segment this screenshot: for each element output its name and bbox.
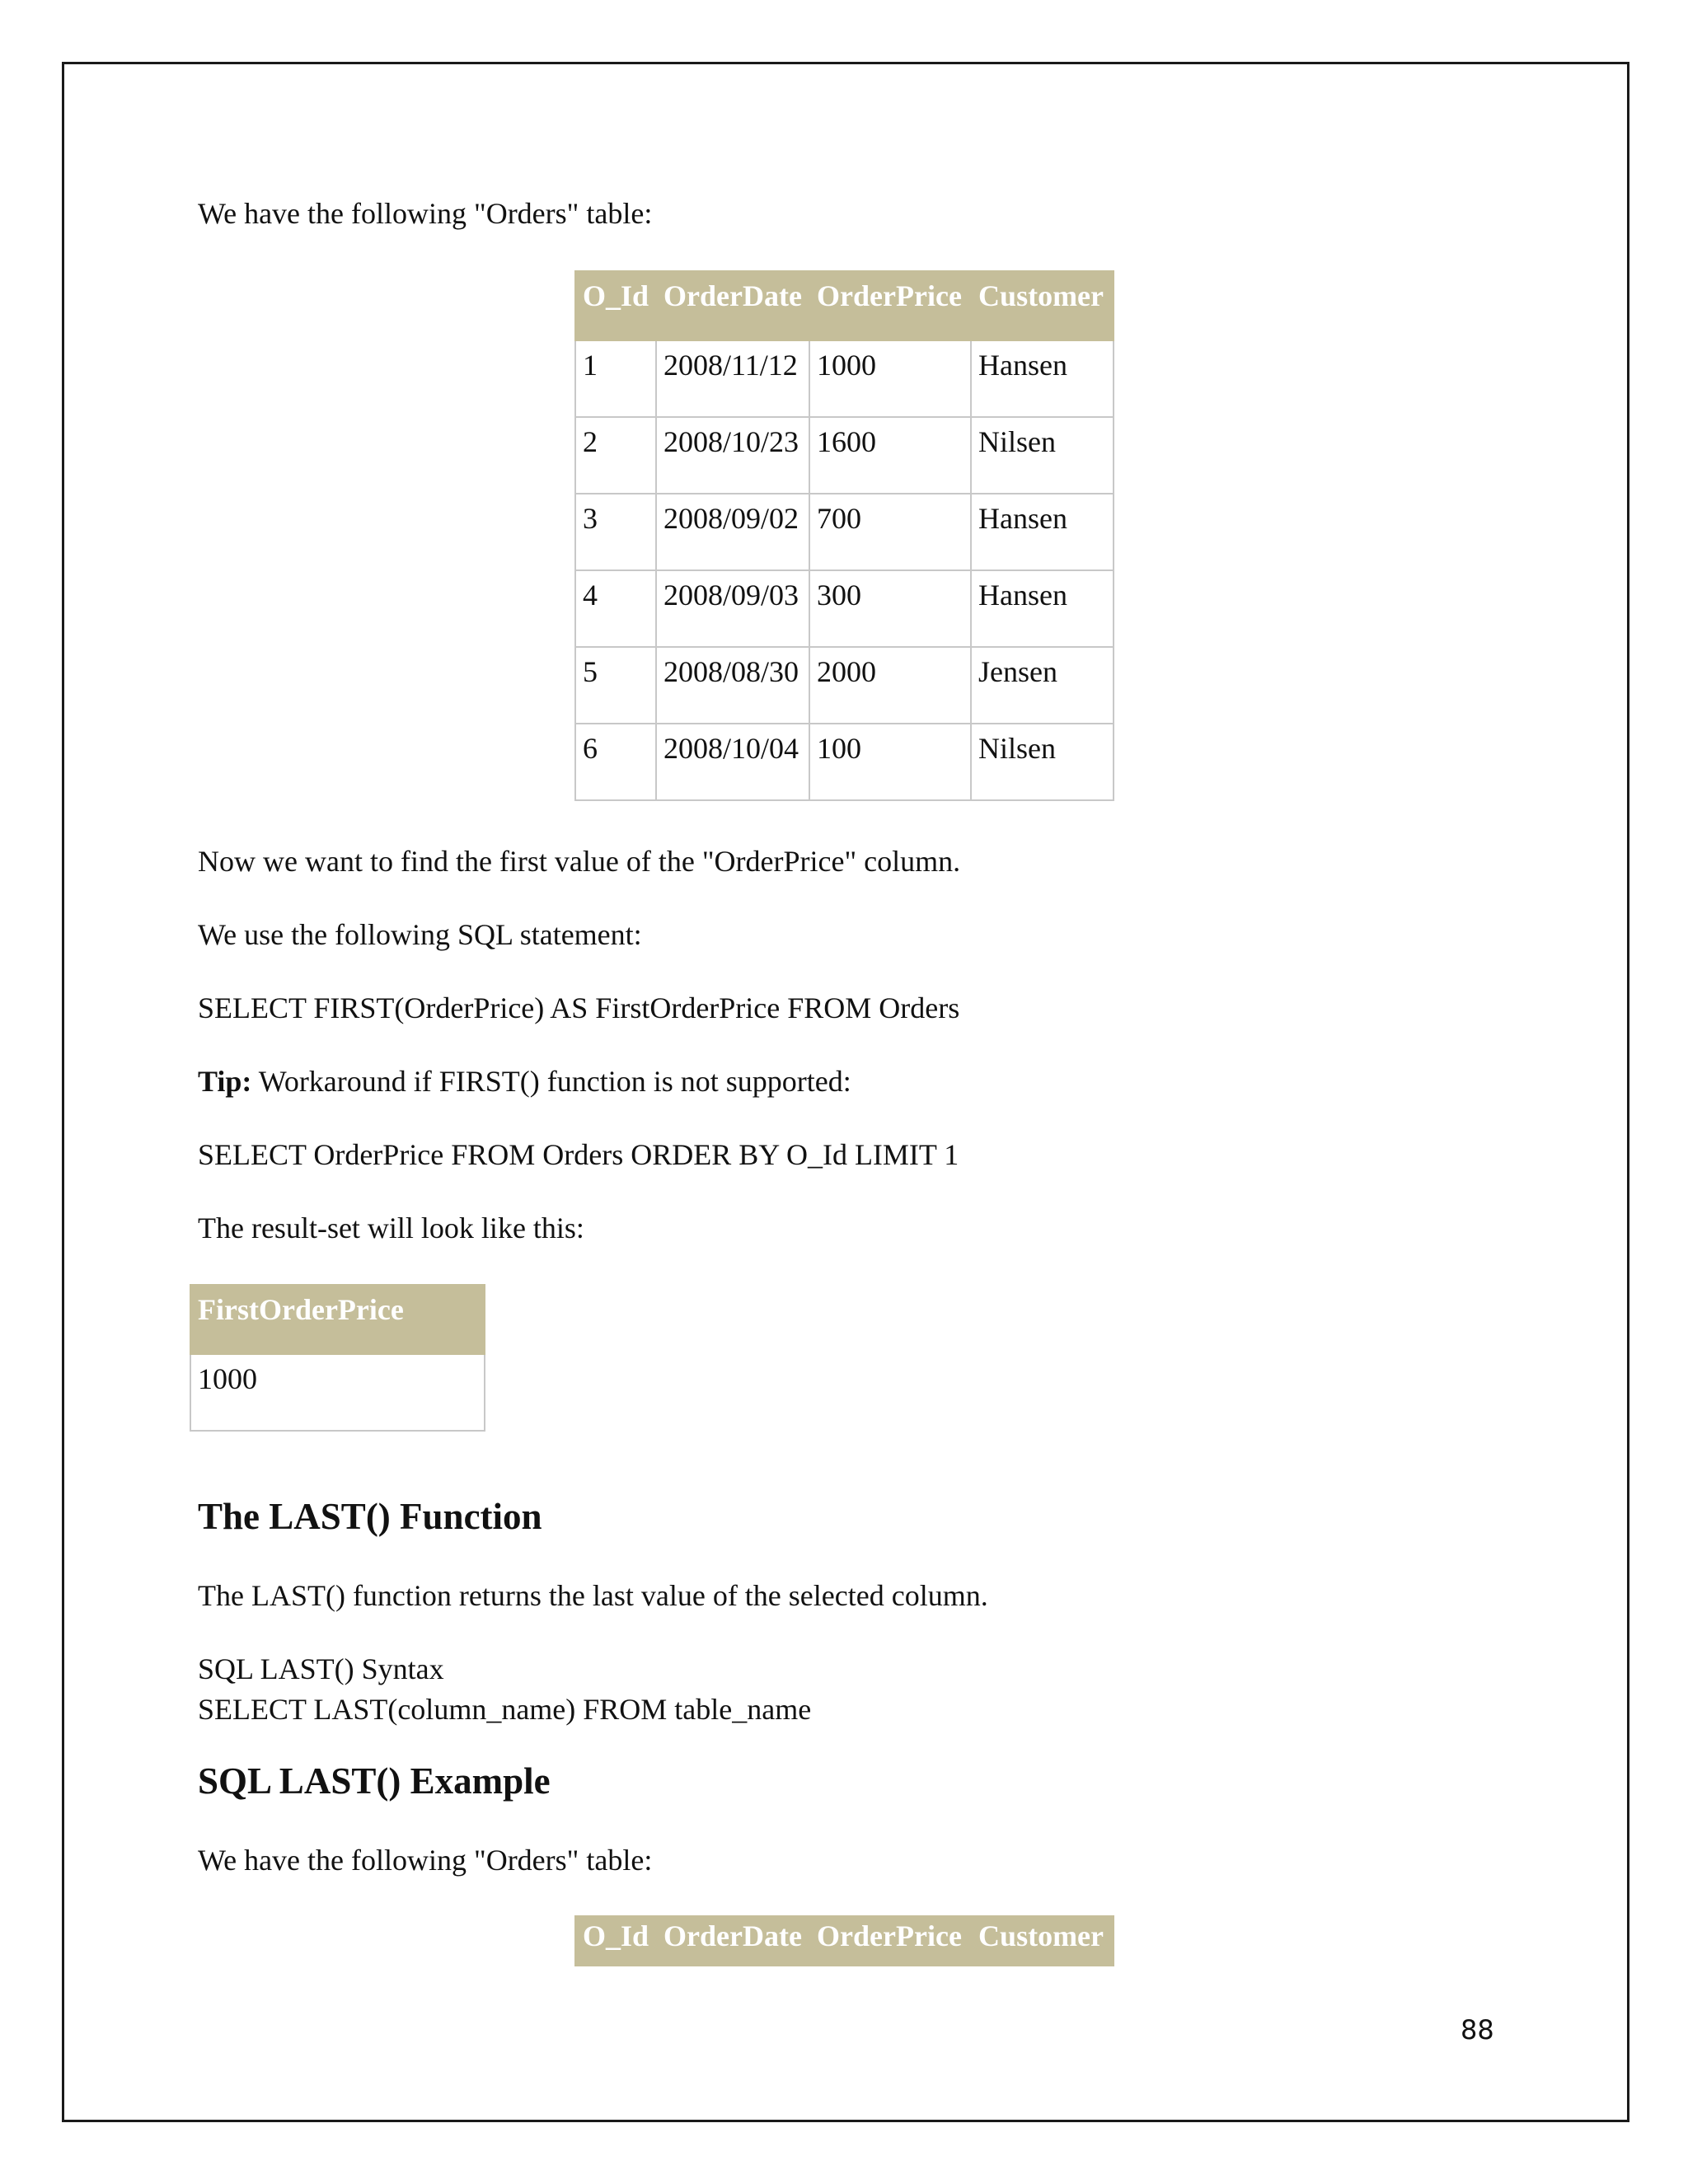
cell-first-order-price: 1000 (190, 1354, 485, 1431)
table-row (190, 1354, 485, 1431)
column-header-first-order-price: FirstOrderPrice (190, 1285, 485, 1354)
sql-first-statement: SELECT FIRST(OrderPrice) AS FirstOrderPrice FROM Orders (198, 991, 960, 1024)
cell-o-id: 2 (575, 417, 656, 494)
sql-workaround-statement: SELECT OrderPrice FROM Orders ORDER BY O_Id LIMIT 1 (198, 1138, 959, 1171)
syntax-sql: SELECT LAST(column_name) FROM table_name (198, 1693, 812, 1726)
column-header-o-id: O_Id (575, 271, 656, 340)
cell-o-id: 5 (575, 647, 656, 724)
cell-o-id: 3 (575, 494, 656, 570)
intro-text-orders-table-2: We have the following "Orders" table: (198, 1844, 653, 1877)
table-row (575, 417, 1114, 494)
intro-text-orders-table: We have the following "Orders" table: (198, 197, 653, 230)
result-table (190, 1284, 485, 1432)
cell-order-date: 2008/10/23 (656, 417, 809, 494)
table-row (575, 724, 1114, 800)
table-header-row (190, 1285, 485, 1354)
cell-customer: Hansen (971, 494, 1114, 570)
cell-o-id: 6 (575, 724, 656, 800)
cell-order-price: 100 (809, 724, 971, 800)
para-last-description: The LAST() function returns the last value of the selected column. (198, 1579, 988, 1612)
cell-order-date: 2008/11/12 (656, 340, 809, 417)
cell-customer: Nilsen (971, 724, 1114, 800)
column-header-customer: Customer (971, 271, 1114, 340)
table-row (575, 494, 1114, 570)
syntax-title: SQL LAST() Syntax (198, 1652, 444, 1685)
table-header-row (575, 1916, 1114, 1966)
cell-order-date: 2008/08/30 (656, 647, 809, 724)
column-header-o-id: O_Id (575, 1916, 656, 1966)
cell-customer: Hansen (971, 340, 1114, 417)
cell-order-date: 2008/09/02 (656, 494, 809, 570)
table-header-row (575, 271, 1114, 340)
table-row (575, 340, 1114, 417)
page-number: 88 (1461, 2014, 1494, 2046)
cell-order-date: 2008/09/03 (656, 570, 809, 647)
tip-label: Tip: (198, 1065, 252, 1098)
cell-customer: Nilsen (971, 417, 1114, 494)
cell-o-id: 1 (575, 340, 656, 417)
cell-order-price: 700 (809, 494, 971, 570)
cell-order-date: 2008/10/04 (656, 724, 809, 800)
column-header-order-date: OrderDate (656, 271, 809, 340)
column-header-order-date: OrderDate (656, 1916, 809, 1966)
orders-table-2 (574, 1915, 1114, 1966)
orders-table (574, 270, 1114, 801)
cell-order-price: 300 (809, 570, 971, 647)
cell-customer: Jensen (971, 647, 1114, 724)
table-row (575, 570, 1114, 647)
cell-customer: Hansen (971, 570, 1114, 647)
column-header-customer: Customer (971, 1916, 1114, 1966)
column-header-order-price: OrderPrice (809, 271, 971, 340)
cell-order-price: 2000 (809, 647, 971, 724)
tip-paragraph (198, 1061, 851, 1102)
cell-o-id: 4 (575, 570, 656, 647)
heading-last-example: SQL LAST() Example (198, 1760, 551, 1802)
cell-order-price: 1000 (809, 340, 971, 417)
column-header-order-price: OrderPrice (809, 1916, 971, 1966)
heading-last-function: The LAST() Function (198, 1496, 542, 1537)
para-find-first-value: Now we want to find the first value of the "OrderPrice" column. (198, 845, 961, 878)
table-row (575, 647, 1114, 724)
para-use-sql-statement: We use the following SQL statement: (198, 918, 642, 951)
para-result-set: The result-set will look like this: (198, 1212, 584, 1244)
tip-text: Workaround if FIRST() function is not supported: (251, 1065, 851, 1098)
cell-order-price: 1600 (809, 417, 971, 494)
